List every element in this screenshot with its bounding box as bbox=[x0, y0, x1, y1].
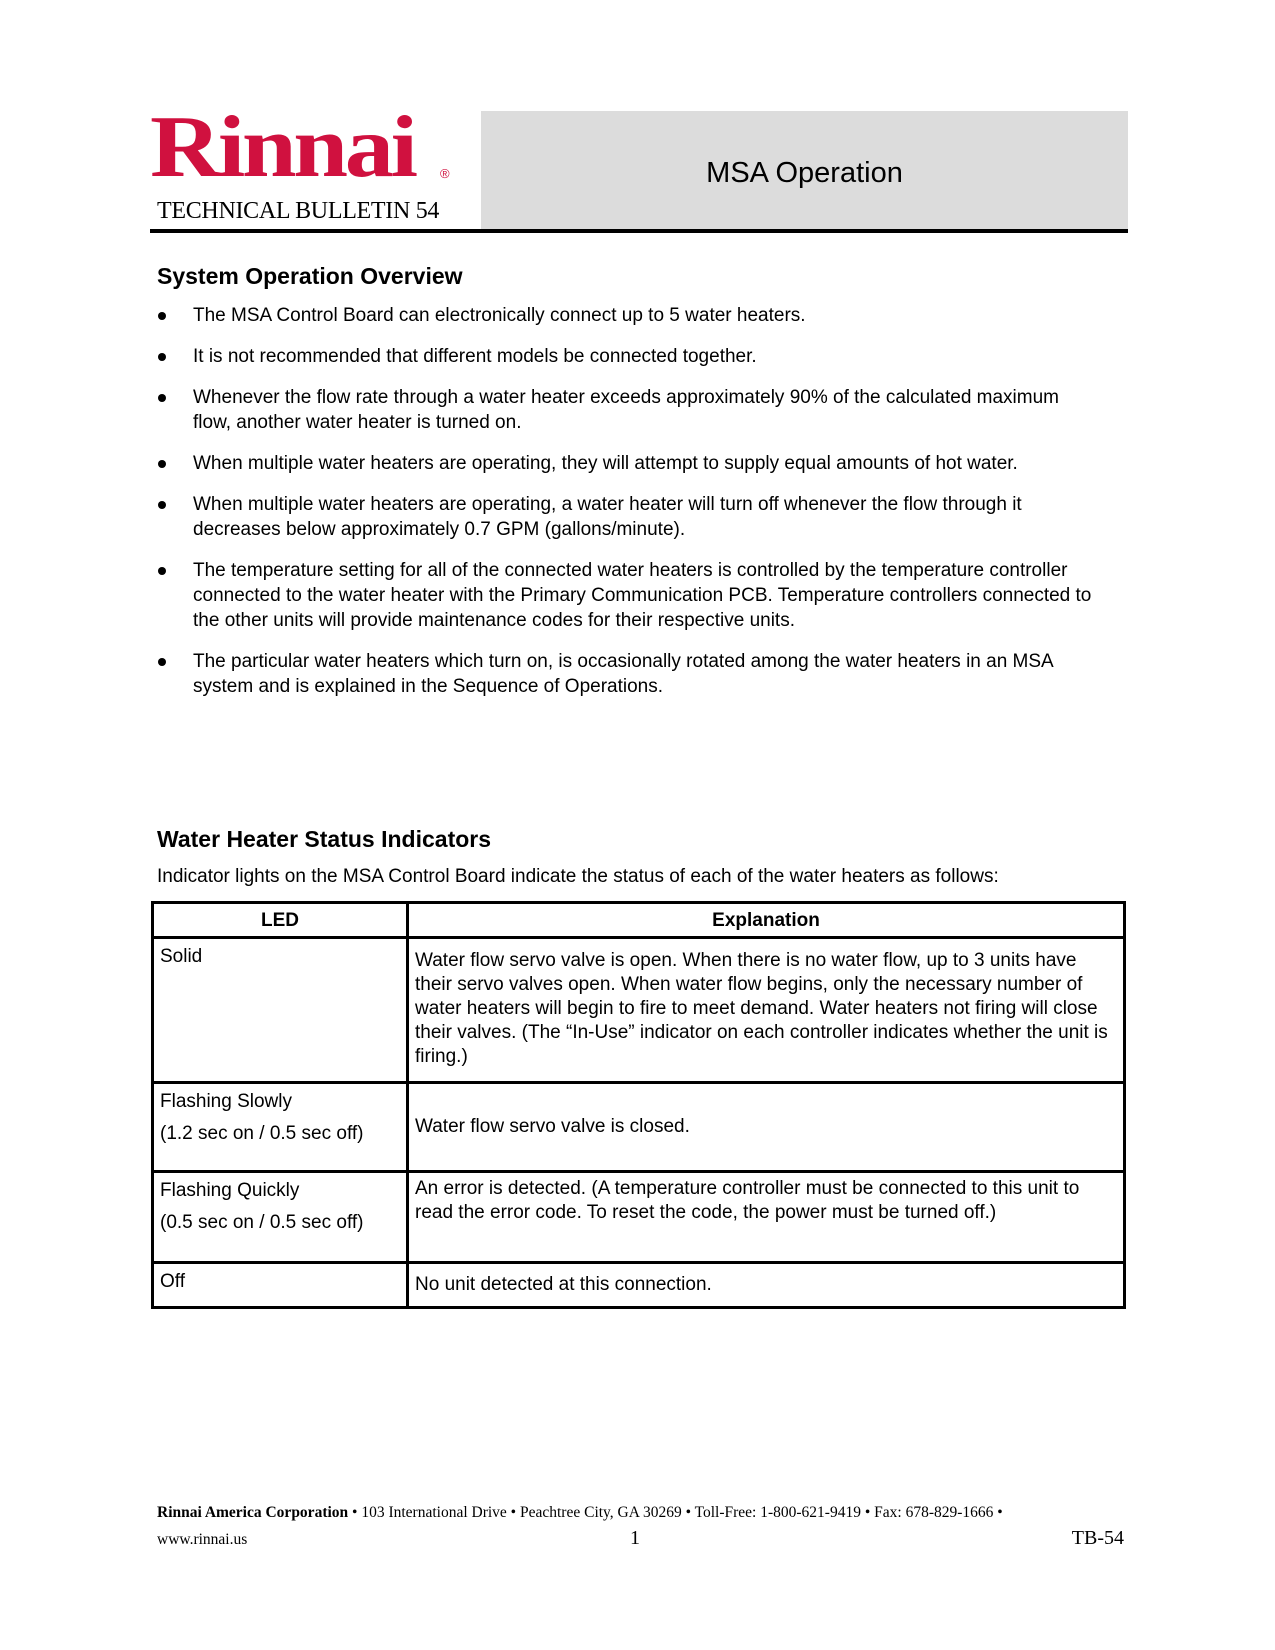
document-title: MSA Operation bbox=[706, 156, 903, 189]
led-cell bbox=[153, 1263, 408, 1308]
bullet-icon bbox=[158, 460, 166, 468]
footer-website-link[interactable]: www.rinnai.us bbox=[157, 1531, 248, 1548]
explanation-cell: An error is detected. (A temperature controller must be connected to this unit to read the error code. To reset the code, the power must be turned off.) bbox=[408, 1172, 1125, 1263]
list-item bbox=[150, 385, 1110, 435]
list-item bbox=[150, 303, 1110, 328]
led-cell bbox=[153, 938, 408, 1083]
title-box bbox=[481, 111, 1128, 229]
bullet-icon bbox=[158, 353, 166, 361]
list-item bbox=[150, 558, 1110, 633]
section-heading-status: Water Heater Status Indicators bbox=[157, 826, 492, 852]
table-row bbox=[153, 1083, 1125, 1172]
bullet-icon bbox=[158, 501, 166, 509]
footer-contact: • 103 International Drive • Peachtree City, GA 30269 • Toll-Free: 1-800-621-9419 • Fax: 678-829-1666 • bbox=[348, 1504, 1003, 1521]
led-cell bbox=[153, 1172, 408, 1263]
document-code: TB-54 bbox=[1071, 1527, 1124, 1549]
section-heading-overview: System Operation Overview bbox=[157, 263, 463, 289]
bullet-icon bbox=[158, 312, 166, 320]
header-divider bbox=[150, 229, 1128, 233]
table-row bbox=[153, 1263, 1125, 1308]
bullet-icon bbox=[158, 658, 166, 666]
bullet-text: When multiple water heaters are operating, they will attempt to supply equal amounts of hot water. bbox=[193, 453, 1018, 474]
bulletin-label: TECHNICAL BULLETIN 54 bbox=[157, 198, 440, 224]
rinnai-logo: Rinnai bbox=[150, 99, 415, 196]
column-header-explanation: Explanation bbox=[408, 903, 1125, 938]
bullet-text: It is not recommended that different models be connected together. bbox=[193, 346, 757, 367]
bullet-text: The temperature setting for all of the connected water heaters is controlled by the temperature controller connected to the water heater with the Primary Communication PCB. Temperature controllers connected to the other units will provide maintenance codes for their respective units. bbox=[193, 560, 1092, 631]
list-item bbox=[150, 451, 1110, 476]
list-item bbox=[150, 649, 1110, 699]
table-row bbox=[153, 1172, 1125, 1263]
explanation-cell: Water flow servo valve is open. When there is no water flow, up to 3 units have their servo valves open. When water flow begins, only the necessary number of water heaters will begin to fire to meet demand. Water heaters not firing will close their valves. (The “In-Use” indicator on each controller indicates whether the unit is firing.) bbox=[408, 938, 1125, 1083]
explanation-cell: No unit detected at this connection. bbox=[408, 1263, 1125, 1308]
led-timing: (0.5 sec on / 0.5 sec off) bbox=[160, 1212, 364, 1233]
led-timing: (1.2 sec on / 0.5 sec off) bbox=[160, 1123, 364, 1144]
led-state: Solid bbox=[160, 946, 203, 967]
table-row bbox=[153, 938, 1125, 1083]
bullet-icon bbox=[158, 394, 166, 402]
footer-contact-line bbox=[157, 1503, 1003, 1523]
registered-trademark-icon: ® bbox=[440, 166, 450, 181]
bullet-text: The particular water heaters which turn on, is occasionally rotated among the water heaters in an MSA system and is explained in the Sequence of Operations. bbox=[193, 651, 1053, 697]
status-table bbox=[151, 901, 1126, 1309]
bullet-text: When multiple water heaters are operating, a water heater will turn off whenever the flow through it decreases below approximately 0.7 GPM (gallons/minute). bbox=[193, 494, 1022, 540]
led-cell bbox=[153, 1083, 408, 1172]
led-state: Off bbox=[160, 1271, 185, 1292]
bullet-icon bbox=[158, 567, 166, 575]
footer-company: Rinnai America Corporation bbox=[157, 1504, 349, 1521]
status-intro: Indicator lights on the MSA Control Board indicate the status of each of the water heaters as follows: bbox=[157, 866, 999, 887]
overview-bullet-list bbox=[150, 303, 1110, 715]
page-number: 1 bbox=[630, 1527, 640, 1549]
table-header-row bbox=[153, 903, 1125, 938]
bullet-text: The MSA Control Board can electronically connect up to 5 water heaters. bbox=[193, 305, 806, 326]
bullet-text: Whenever the flow rate through a water heater exceeds approximately 90% of the calculated maximum flow, another water heater is turned on. bbox=[193, 387, 1060, 433]
column-header-led: LED bbox=[153, 903, 408, 938]
list-item bbox=[150, 344, 1110, 369]
list-item bbox=[150, 492, 1110, 542]
led-state: Flashing Slowly bbox=[160, 1091, 292, 1112]
explanation-cell: Water flow servo valve is closed. bbox=[408, 1083, 1125, 1172]
led-state: Flashing Quickly bbox=[160, 1180, 300, 1201]
